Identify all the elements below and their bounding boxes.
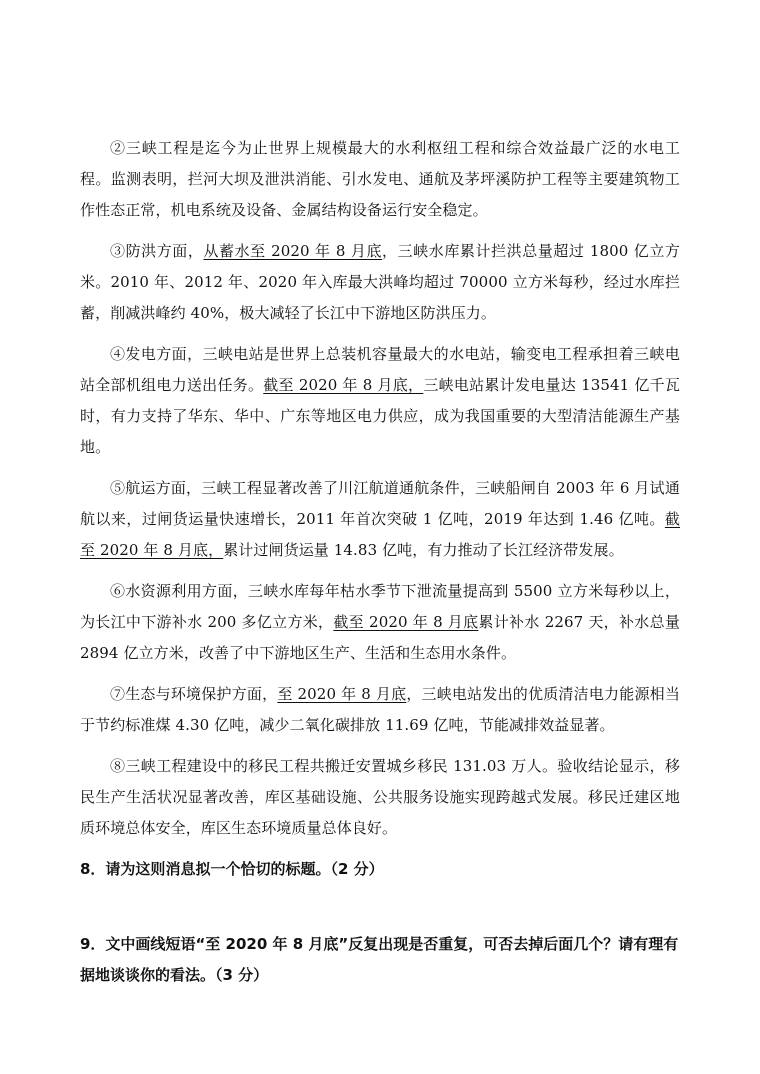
paragraph-8 [80,751,680,844]
paragraph-3-text-after: ，三峡水库累计拦洪总量超过 1800 亿立方米。2010 年、2012 年、2020 年入库最大洪峰均超过 70000 立方米每秒，经过水库拦蓄，削减洪峰约 40%，极大减轻了长江中下游地区防洪压力。 [80,242,680,322]
paragraph-3-text-before: ③防洪方面， [110,242,204,260]
paragraph-2 [80,133,680,226]
paragraph-4-underlined-phrase: 截至 2020 年 8 月底， [263,376,424,394]
question-8: 8．请为这则消息拟一个恰切的标题。（2 分） [80,860,384,878]
paragraph-4-text-after: 三峡电站累计发电量达 13541 亿千瓦时，有力支持了华东、华中、广东等地区电力供应，成为我国重要的大型清洁能源生产基地。 [80,376,680,456]
paragraph-5-underlined-phrase: 截至 2020 年 8 月底， [80,510,680,559]
paragraph-3 [80,236,680,329]
paragraph-7-text-after: ，三峡电站发出的优质清洁电力能源相当于节约标准煤 4.30 亿吨，减少二氧化碳排放 11.69 亿吨，节能减排效益显著。 [80,685,680,734]
paragraph-6-text-before: ⑥水资源利用方面，三峡水库每年枯水季节下泄流量提高到 5500 立方米每秒以上，为长江中下游补水 200 多亿立方米， [80,582,680,631]
answer-space-9[interactable] [80,991,680,1051]
paragraph-5-text-before: ⑤航运方面，三峡工程显著改善了川江航道通航条件，三峡船闸自 2003 年 6 月试通航以来，过闸货运量快速增长，2011 年首次突破 1 亿吨，2019 年达到 1.46 亿吨。 [80,479,680,528]
paragraph-5-text-after: 累计过闸货运量 14.83 亿吨，有力推动了长江经济带发展。 [223,541,624,559]
answer-space-8[interactable] [80,885,680,929]
paragraph-7-text-before: ⑦生态与环境保护方面， [110,685,278,703]
paragraph-2-text: ②三峡工程是迄今为止世界上规模最大的水利枢纽工程和综合效益最广泛的水电工程。监测表明，拦河大坝及泄洪消能、引水发电、通航及茅坪溪防护工程等主要建筑物工作性态正常，机电系统及设备、金属结构设备运行安全稳定。 [80,139,680,219]
paragraph-6 [80,576,680,669]
paragraph-4-text-before: ④发电方面，三峡电站是世界上总装机容量最大的水电站，输变电工程承担着三峡电站全部机组电力送出任务。 [80,345,680,394]
paragraph-7 [80,679,680,741]
paragraph-3-underlined-phrase: 从蓄水至 2020 年 8 月底 [203,242,383,260]
paragraph-5 [80,473,680,566]
paragraph-8-text: ⑧三峡工程建设中的移民工程共搬迁安置城乡移民 131.03 万人。验收结论显示，移民生产生活状况显著改善，库区基础设施、公共服务设施实现跨越式发展。移民迁建区地质环境总体安全，库区生态环境质量总体良好。 [80,757,680,837]
paragraph-4 [80,339,680,463]
question-9: 9．文中画线短语“至 2020 年 8 月底”反复出现是否重复，可否去掉后面几个？请有理有据地谈谈你的看法。（3 分） [80,935,679,984]
paragraph-6-text-after: 累计补水 2267 天，补水总量 2894 亿立方米，改善了中下游地区生产、生活和生态用水条件。 [80,613,680,662]
paragraph-7-underlined-phrase: 至 2020 年 8 月底 [277,685,407,703]
paragraph-6-underlined-phrase: 截至 2020 年 8 月底 [333,613,479,631]
document-page [80,133,680,1051]
